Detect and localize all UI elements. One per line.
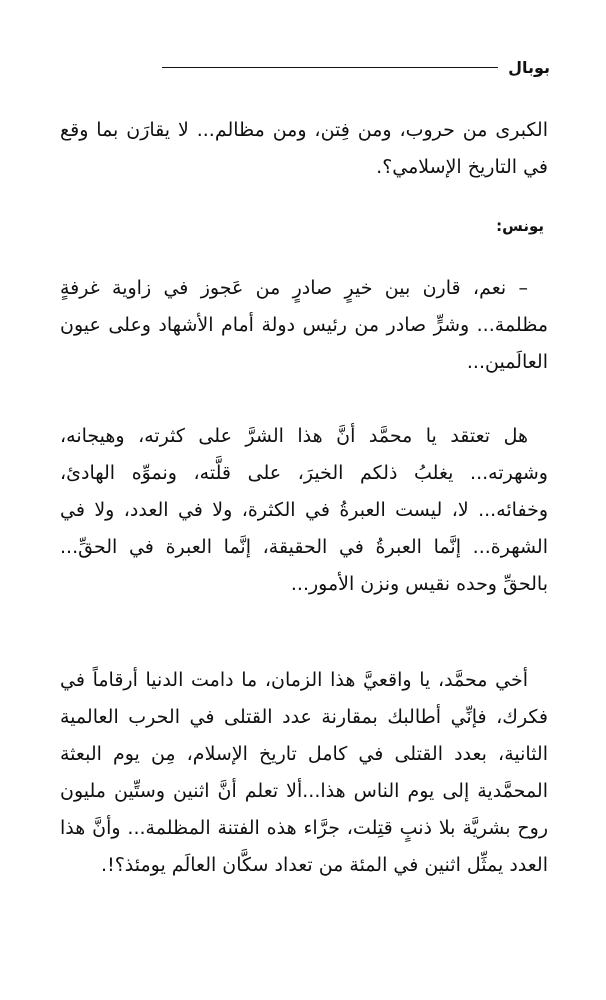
paragraph-1: [60, 112, 548, 186]
running-header: [60, 52, 550, 82]
header-rule: [162, 67, 498, 68]
paragraph-2: [60, 270, 548, 381]
paragraph-1-text: الكبرى من حروب، ومن فِتن، ومن مظالم... لا يقارَن بما وقع في التاريخ الإسلامي؟.: [60, 119, 548, 178]
paragraph-4-text: أخي محمَّد، يا واقعيَّ هذا الزمان، ما دامت الدنيا أرقاماً في فكرك، فإنِّي أطالبك بمقارنة عدد القتلى في الحرب العالمية الثانية، بعدد القتلى في كامل تاريخ الإسلام، مِن يوم البعثة المحمَّدية إلى يوم الناس هذا...ألا تعلم أنَّ اثنين وستِّين مليون روح بشريَّة بلا ذنبٍ قتِلت، جرَّاء هذه الفتنة المظلمة... وأنَّ هذا العدد يمثِّل اثنين في المئة من تعداد سكَّان العالَم يومئذ؟!.: [60, 669, 548, 876]
speaker-label: يونس:: [496, 217, 544, 235]
running-title: بوبال: [508, 57, 550, 77]
paragraph-3: [60, 418, 548, 603]
paragraph-2-text: – نعم، قارن بين خيرٍ صادرٍ من عَجوز في زاوية غرفةٍ مظلمة... وشرٍّ صادر من رئيس دولة أمام الأشهاد وعلى عيون العالَمين...: [60, 277, 548, 373]
paragraph-4: [60, 662, 548, 884]
paragraph-3-text: هل تعتقد يا محمَّد أنَّ هذا الشرَّ على كثرته، وهيجانه، وشهرته... يغلبُ ذلكم الخيرَ، على قلَّته، ونموِّه الهادئ، وخفائه... لا، ليست العبرةُ في الكثرة، ولا في العدد، ولا في الشهرة... إنَّما العبرةُ في الحقيقة، إنَّما العبرة في الحقِّ... بالحقِّ وحده نقيس ونزن الأمور...: [60, 425, 548, 595]
